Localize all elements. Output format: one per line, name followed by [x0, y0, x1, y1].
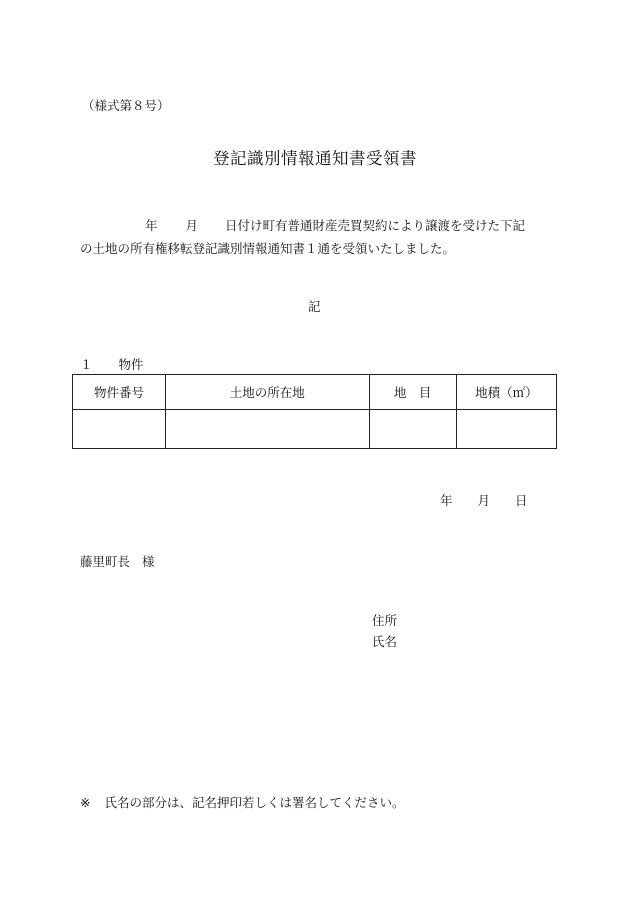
date-year-label: 年	[440, 493, 453, 508]
section-label: 物件	[118, 357, 144, 372]
section-heading	[80, 355, 144, 373]
form-number: （様式第８号）	[82, 98, 170, 113]
cell-property-number	[73, 410, 166, 449]
header-land-category: 地 目	[369, 375, 456, 410]
footnote	[80, 793, 405, 811]
body-line-1-text: 日付け町有普通財産売買契約により譲渡を受けた下記	[225, 218, 526, 233]
footnote-text: 氏名の部分は、記名押印若しくは署名してください。	[104, 795, 405, 810]
cell-land-category	[369, 410, 456, 449]
body-line-2: の土地の所有権移転登記識別情報通知書１通を受領いたしました。	[80, 241, 456, 256]
body-month-label: 月	[185, 218, 199, 233]
document-title: 登記識別情報通知書受領書	[213, 149, 417, 168]
addressee	[80, 552, 155, 570]
header-property-number: 物件番号	[73, 375, 166, 410]
name-label: 氏名	[372, 634, 398, 649]
date-day-label: 日	[515, 493, 528, 508]
table-header-row	[73, 375, 557, 410]
body-paragraph	[80, 214, 525, 260]
signature-date	[440, 491, 528, 509]
body-line-1	[80, 214, 525, 237]
property-table	[72, 374, 557, 449]
addressee-name: 藤里町長	[80, 554, 131, 569]
header-land-area: 地積（㎡）	[456, 375, 556, 410]
body-year-label: 年	[145, 218, 158, 233]
cell-land-location	[165, 410, 369, 449]
address-label: 住所	[372, 613, 398, 628]
section-number: １	[80, 357, 93, 372]
header-land-location: 土地の所在地	[165, 375, 369, 410]
footnote-mark: ※	[80, 795, 91, 810]
cell-land-area	[456, 410, 556, 449]
ki-heading: 記	[308, 299, 321, 314]
date-month-label: 月	[477, 493, 491, 508]
table-row	[73, 410, 557, 449]
addressee-honorific: 様	[142, 554, 155, 569]
